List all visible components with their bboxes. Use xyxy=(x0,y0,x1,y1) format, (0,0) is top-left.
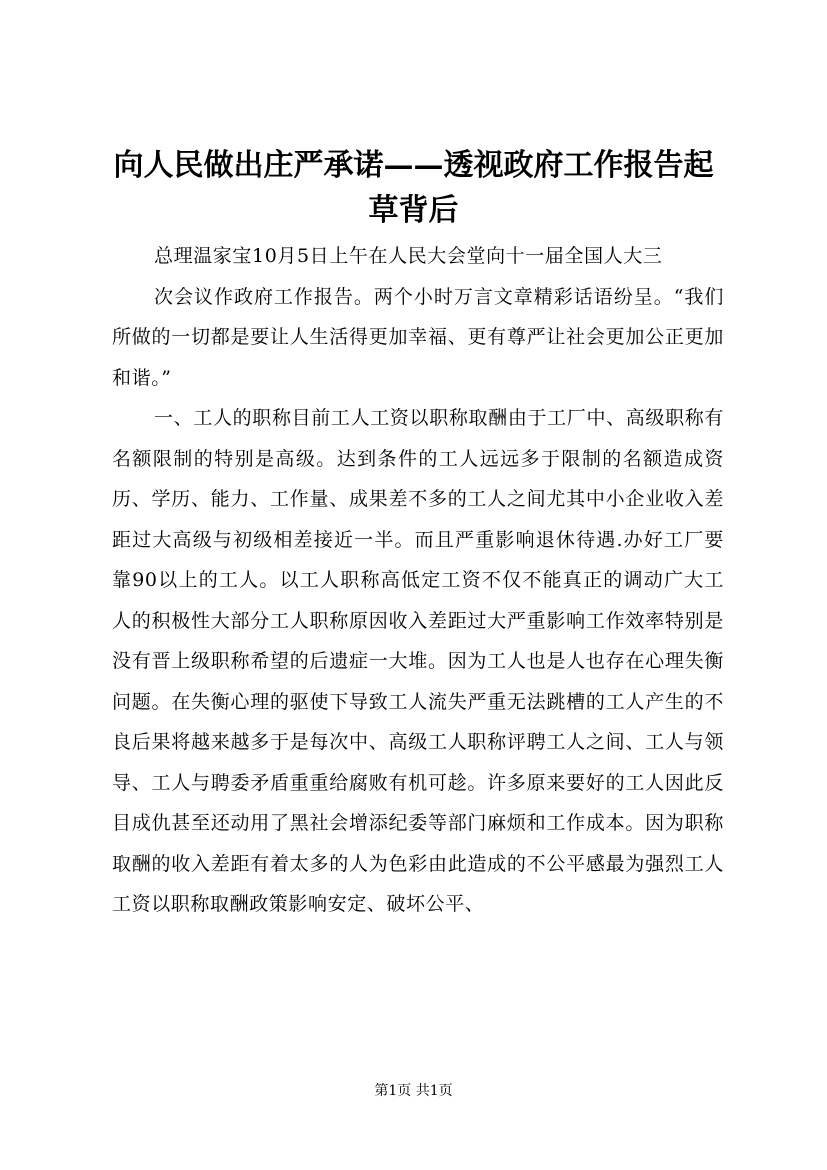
page-footer: 第1页 共1页 xyxy=(374,1083,453,1099)
paragraph-1: 总理温家宝10月5日上午在人民大会堂向十一届全国人大三 xyxy=(154,245,663,267)
document-body xyxy=(112,236,724,925)
document-title: 向人民做出庄严承诺——透视政府工作报告起草背后 xyxy=(113,148,714,228)
paragraph-2: 次会议作政府工作报告。两个小时万言文章精彩话语纷呈。“我们所做的一切都是要让人生活得更加幸福、更有尊严让社会更加公正更加和谐。” xyxy=(112,285,724,389)
paragraph-3: 一、工人的职称目前工人工资以职称取酬由于工厂中、高级职称有名额限制的特别是高级。达到条件的工人远远多于限制的名额造成资历、学历、能力、工作量、成果差不多的工人之间尤其中小企业收入差距过大高级与初级相差接近一半。而且严重影响退休待遇.办好工厂要靠90以上的工人。以工人职称高低定工资不仅不能真正的调动广大工人的积极性大部分工人职称原因收入差距过大严重影响工作效率特别是没有晋上级职称希望的后遗症一大堆。因为工人也是人也存在心理失衡问题。在失衡心理的驱使下导致工人流失严重无法跳槽的工人产生的不良后果将越来越多于是每次中、高级工人职称评聘工人之间、工人与领导、工人与聘委矛盾重重给腐败有机可趁。许多原来要好的工人因此反目成仇甚至还动用了黑社会增添纪委等部门麻烦和工作成本。因为职称取酬的收入差距有着太多的人为色彩由此造成的不公平感最为强烈工人工资以职称取酬政策影响安定、破坏公平、 xyxy=(112,407,724,915)
